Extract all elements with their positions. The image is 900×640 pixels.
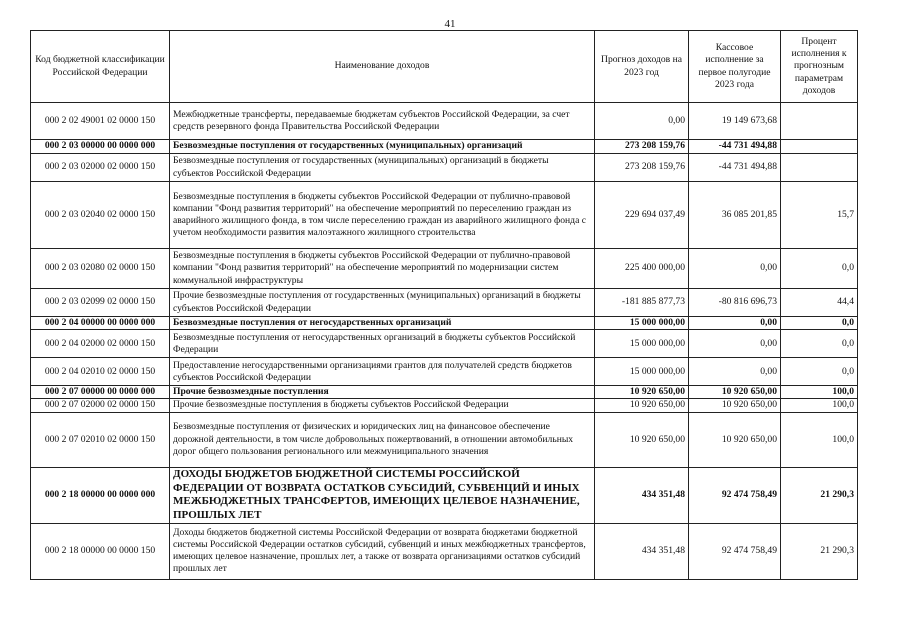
cell-name: Межбюджетные трансферты, передаваемые бюджетам субъектов Российской Федерации, за счет средств резервного фонда Правительства Российской Федерации [170, 103, 595, 140]
cell-percent: 100,0 [781, 386, 858, 399]
cell-forecast: 10 920 650,00 [595, 399, 689, 412]
cell-name: Прочие безвозмездные поступления от государственных (муниципальных) организаций в бюджеты субъектов Российской Федерации [170, 289, 595, 317]
cell-percent: 0,0 [781, 330, 858, 358]
cell-code: 000 2 18 00000 00 0000 150 [31, 523, 170, 579]
cell-forecast: 15 000 000,00 [595, 317, 689, 330]
cell-execution: 10 920 650,00 [689, 386, 781, 399]
cell-execution: 10 920 650,00 [689, 412, 781, 467]
cell-percent: 44,4 [781, 289, 858, 317]
cell-name: Безвозмездные поступления от государственных (муниципальных) организаций [170, 140, 595, 154]
cell-name: Безвозмездные поступления в бюджеты субъектов Российской Федерации от публично-правовой компании "Фонд развития территорий" на обеспечение мероприятий по переселению граждан из аварийного жилищного фонда, в том числе переселению граждан из аварийного жилищного фонда с учетом необходимости развития малоэтажного жилищного строительства [170, 182, 595, 249]
cell-name: Доходы бюджетов бюджетной системы Российской Федерации от возврата бюджетами бюджетной системы Российской Федерации остатков субсидий, субвенций и иных межбюджетных трансфертов, имеющих целевое назначение, прошлых лет, а также от возврата организациями остатков субсидий прошлых лет [170, 523, 595, 579]
cell-execution: 10 920 650,00 [689, 399, 781, 412]
cell-percent [781, 103, 858, 140]
cell-code: 000 2 04 02000 02 0000 150 [31, 330, 170, 358]
cell-name: Безвозмездные поступления от физических и юридических лиц на финансовое обеспечение дорожной деятельности, в том числе добровольных пожертвований, в отношении автомобильных дорог общего пользования регионального или межмуниципального значения [170, 412, 595, 467]
cell-code: 000 2 03 02080 02 0000 150 [31, 249, 170, 289]
cell-execution: -44 731 494,88 [689, 154, 781, 182]
cell-code: 000 2 04 02010 02 0000 150 [31, 358, 170, 386]
table-row [31, 358, 858, 386]
cell-percent: 100,0 [781, 412, 858, 467]
cell-forecast: 0,00 [595, 103, 689, 140]
table-row [31, 386, 858, 399]
header-name: Наименование доходов [170, 31, 595, 103]
table-row [31, 399, 858, 412]
cell-forecast: 10 920 650,00 [595, 412, 689, 467]
cell-execution: 0,00 [689, 330, 781, 358]
cell-name: Предоставление негосударственными организациями грантов для получателей средств бюджетов субъектов Российской Федерации [170, 358, 595, 386]
cell-name: Прочие безвозмездные поступления в бюджеты субъектов Российской Федерации [170, 399, 595, 412]
table-row [31, 140, 858, 154]
cell-execution: 36 085 201,85 [689, 182, 781, 249]
cell-name: ДОХОДЫ БЮДЖЕТОВ БЮДЖЕТНОЙ СИСТЕМЫ РОССИЙСКОЙ ФЕДЕРАЦИИ ОТ ВОЗВРАТА ОСТАТКОВ СУБСИДИЙ, СУБВЕНЦИЙ И ИНЫХ МЕЖБЮДЖЕТНЫХ ТРАНСФЕРТОВ, ИМЕЮЩИХ ЦЕЛЕВОЕ НАЗНАЧЕНИЕ, ПРОШЛЫХ ЛЕТ [170, 467, 595, 523]
cell-execution: 0,00 [689, 358, 781, 386]
table-row [31, 249, 858, 289]
header-percent: Процент исполнения к прогнозным параметрам доходов [781, 31, 858, 103]
table-row [31, 182, 858, 249]
cell-execution: 0,00 [689, 249, 781, 289]
table-row [31, 330, 858, 358]
cell-forecast: 273 208 159,76 [595, 154, 689, 182]
table-row [31, 412, 858, 467]
cell-code: 000 2 07 02000 02 0000 150 [31, 399, 170, 412]
cell-forecast: 15 000 000,00 [595, 330, 689, 358]
cell-percent: 0,0 [781, 317, 858, 330]
cell-forecast: 10 920 650,00 [595, 386, 689, 399]
table-row [31, 154, 858, 182]
cell-forecast: 225 400 000,00 [595, 249, 689, 289]
cell-name: Безвозмездные поступления от негосударственных организаций [170, 317, 595, 330]
table-row [31, 523, 858, 579]
cell-forecast: 229 694 037,49 [595, 182, 689, 249]
cell-percent: 0,0 [781, 249, 858, 289]
cell-code: 000 2 03 02040 02 0000 150 [31, 182, 170, 249]
cell-execution: 19 149 673,68 [689, 103, 781, 140]
cell-forecast: 273 208 159,76 [595, 140, 689, 154]
cell-forecast: -181 885 877,73 [595, 289, 689, 317]
cell-code: 000 2 18 00000 00 0000 000 [31, 467, 170, 523]
cell-code: 000 2 07 00000 00 0000 000 [31, 386, 170, 399]
cell-code: 000 2 04 00000 00 0000 000 [31, 317, 170, 330]
cell-name: Безвозмездные поступления от государственных (муниципальных) организаций в бюджеты субъектов Российской Федерации [170, 154, 595, 182]
table-row [31, 289, 858, 317]
cell-execution: -44 731 494,88 [689, 140, 781, 154]
table-header-row [31, 31, 858, 103]
table-row [31, 317, 858, 330]
table-row [31, 467, 858, 523]
table-row [31, 103, 858, 140]
cell-percent: 21 290,3 [781, 467, 858, 523]
cell-name: Безвозмездные поступления от негосударственных организаций в бюджеты субъектов Российской Федерации [170, 330, 595, 358]
cell-name: Безвозмездные поступления в бюджеты субъектов Российской Федерации от публично-правовой компании "Фонд развития территорий" на обеспечение мероприятий по модернизации систем коммунальной инфраструктуры [170, 249, 595, 289]
cell-code: 000 2 03 00000 00 0000 000 [31, 140, 170, 154]
cell-percent: 0,0 [781, 358, 858, 386]
cell-execution: 0,00 [689, 317, 781, 330]
cell-percent: 21 290,3 [781, 523, 858, 579]
cell-code: 000 2 03 02099 02 0000 150 [31, 289, 170, 317]
cell-percent: 15,7 [781, 182, 858, 249]
cell-code: 000 2 02 49001 02 0000 150 [31, 103, 170, 140]
header-code: Код бюджетной классификации Российской Федерации [31, 31, 170, 103]
header-execution: Кассовое исполнение за первое полугодие 2023 года [689, 31, 781, 103]
header-forecast: Прогноз доходов на 2023 год [595, 31, 689, 103]
cell-percent: 100,0 [781, 399, 858, 412]
cell-execution: 92 474 758,49 [689, 467, 781, 523]
cell-name: Прочие безвозмездные поступления [170, 386, 595, 399]
revenue-table [30, 30, 858, 580]
cell-code: 000 2 03 02000 02 0000 150 [31, 154, 170, 182]
cell-forecast: 434 351,48 [595, 523, 689, 579]
cell-percent [781, 154, 858, 182]
cell-forecast: 434 351,48 [595, 467, 689, 523]
cell-execution: -80 816 696,73 [689, 289, 781, 317]
cell-code: 000 2 07 02010 02 0000 150 [31, 412, 170, 467]
cell-execution: 92 474 758,49 [689, 523, 781, 579]
page-number: 41 [444, 18, 456, 30]
cell-forecast: 15 000 000,00 [595, 358, 689, 386]
cell-percent [781, 140, 858, 154]
